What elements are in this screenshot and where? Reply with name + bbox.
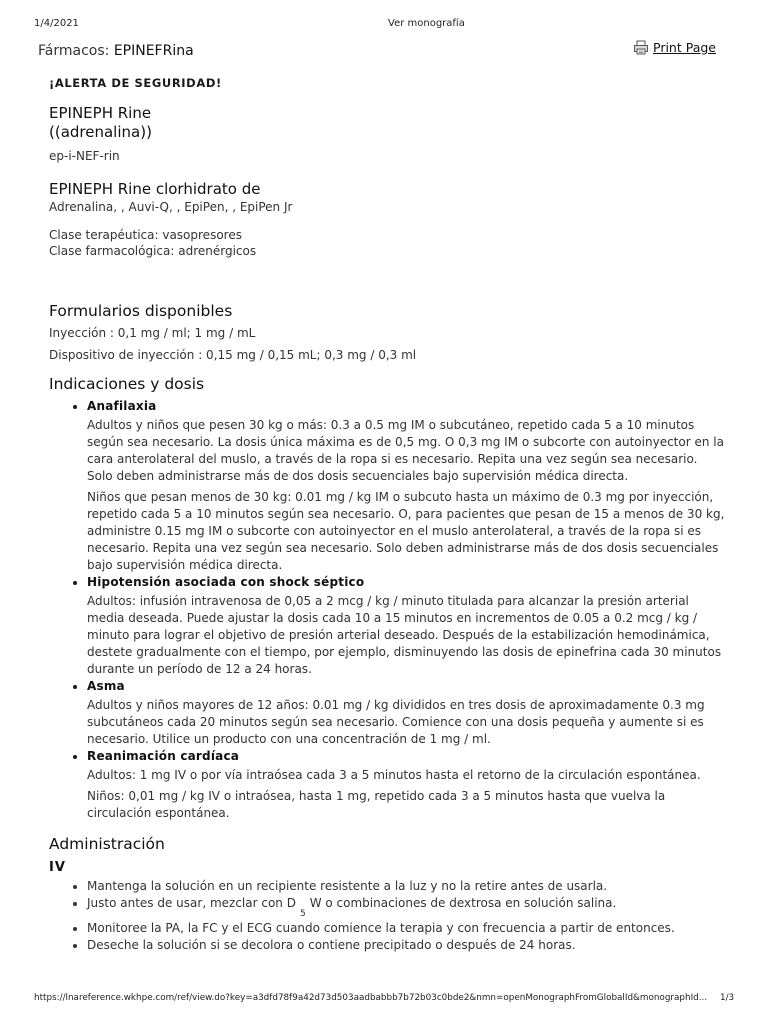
administration-item: • Deseche la solución si se decolora o contiene precipitado o después de 24 horas. bbox=[87, 937, 725, 954]
indication-item bbox=[87, 574, 725, 678]
indications-list bbox=[49, 398, 725, 822]
safety-alert: ¡ALERTA DE SEGURIDAD! bbox=[49, 76, 222, 90]
formulario-item: Dispositivo de inyección : 0,15 mg / 0,15 mL; 0,3 mg / 0,3 ml bbox=[49, 348, 417, 362]
pharmacologic-class: Clase farmacológica: adrenérgicos bbox=[49, 244, 257, 258]
breadcrumb-drug: EPINEFRina bbox=[113, 43, 194, 59]
administration-item: • Monitoree la PA, la FC y el ECG cuando comience la terapia y con frecuencia a partir de entonces. bbox=[87, 920, 725, 937]
subscript: 5 bbox=[299, 909, 306, 919]
page-number: 1/3 bbox=[720, 993, 735, 1003]
administration-item bbox=[87, 895, 725, 920]
indication-paragraph: Adultos y niños mayores de 12 años: 0.01 mg / kg divididos en tres dosis de aproximadamente 0.3 mg subcutáneos cada 20 minutos según sea necesario. Comience con una dosis pequeña y aumente si es necesario. Utilice un producto con una concentración de 1 mg / ml. bbox=[87, 698, 705, 746]
indication-item bbox=[87, 398, 725, 574]
administration-text: W o combinaciones de dextrosa en solución salina. bbox=[309, 896, 617, 910]
indication-paragraph: Adultos: 1 mg IV o por vía intraósea cada 3 a 5 minutos hasta el retorno de la circulación espontánea. bbox=[87, 768, 701, 782]
therapeutic-class: Clase terapéutica: vasopresores bbox=[49, 228, 242, 242]
route-label: IV bbox=[49, 860, 66, 875]
print-page-label: Print Page bbox=[653, 40, 716, 55]
section-administracion-title: Administración bbox=[49, 835, 165, 853]
formulario-item: Inyección : 0,1 mg / ml; 1 mg / mL bbox=[49, 326, 256, 340]
section-indicaciones-title: Indicaciones y dosis bbox=[49, 375, 205, 393]
print-date: 1/4/2021 bbox=[34, 18, 79, 29]
indication-title: • Anafilaxia bbox=[87, 399, 157, 413]
section-formularios-title: Formularios disponibles bbox=[49, 302, 233, 320]
indication-title: • Hipotensión asociada con shock séptico bbox=[87, 575, 365, 589]
indication-paragraph: Adultos y niños que pesen 30 kg o más: 0.3 a 0.5 mg IM o subcutáneo, repetido cada 5 a 10 minutos según sea necesario. La dosis única máxima es de 0,5 mg. O 0,3 mg IM o subcorte con autoinyector en la cara anterolateral del muslo, a través de la ropa si es necesario. Repita una vez según sea necesario. Solo deben administrarse más de dos dosis secuenciales bajo supervisión médica directa. bbox=[87, 418, 724, 483]
print-page-title: Ver monografía bbox=[388, 18, 465, 29]
administration-item: • Mantenga la solución en un recipiente resistente a la luz y no la retire antes de usarla. bbox=[87, 878, 725, 895]
top-bar bbox=[38, 40, 718, 62]
indication-title: • Asma bbox=[87, 679, 125, 693]
breadcrumb-label: Fármacos: bbox=[38, 43, 110, 59]
indication-paragraph: Niños: 0,01 mg / kg IV o intraósea, hasta 1 mg, repetido cada 3 a 5 minutos hasta que vuelva la circulación espontánea. bbox=[87, 789, 666, 820]
breadcrumb bbox=[38, 43, 194, 59]
monograph-content bbox=[49, 76, 725, 954]
drug-name-line1: EPINEPH Rine bbox=[49, 104, 152, 122]
indication-title: • Reanimación cardíaca bbox=[87, 749, 240, 763]
indication-item bbox=[87, 678, 725, 748]
indication-item bbox=[87, 748, 725, 822]
administration-list bbox=[49, 878, 725, 954]
printer-icon bbox=[633, 40, 649, 55]
indication-paragraph: Adultos: infusión intravenosa de 0,05 a 2 mcg / kg / minuto titulada para alcanzar la presión arterial media deseada. Puede ajustar la dosis cada 10 a 15 minutos en incrementos de 0.05 a 0.2 mcg / kg / minuto para lograr el objetivo de presión arterial deseado. Después de la estabilización hemodinámica, destete gradualmente con el tiempo, por ejemplo, disminuyendo las dosis de epinefrina cada 30 minutos durante un período de 12 a 24 horas. bbox=[87, 594, 722, 676]
drug-name-line2: ((adrenalina)) bbox=[49, 123, 152, 141]
indication-paragraph: Niños que pesan menos de 30 kg: 0.01 mg / kg IM o subcuto hasta un máximo de 0.3 mg por inyección, repetido cada 5 a 10 minutos según sea necesario. O, para pacientes que pesan de 15 a menos de 30 kg, administre 0.15 mg IM o subcorte con autoinyector en el muslo anterolateral, a través de la ropa si es necesario. Repita una vez según sea necesario. Solo deben administrarse más de dos dosis secuenciales bajo supervisión médica directa. bbox=[87, 490, 725, 572]
footer-url: https://lnareference.wkhpe.com/ref/view.do?key=a3dfd78f9a42d73d503aadbabbb7b72b03c0bde2&nmn=openMonographFromGlobalId&monographId... bbox=[34, 993, 708, 1003]
pronunciation: ep-i-NEF-rin bbox=[49, 149, 120, 163]
salt-title: EPINEPH Rine clorhidrato de bbox=[49, 180, 261, 198]
print-page-button[interactable] bbox=[633, 40, 716, 55]
brand-names: Adrenalina, , Auvi-Q, , EpiPen, , EpiPen Jr bbox=[49, 200, 293, 214]
drug-name bbox=[49, 104, 725, 142]
administration-text: Justo antes de usar, mezclar con D bbox=[87, 896, 296, 910]
